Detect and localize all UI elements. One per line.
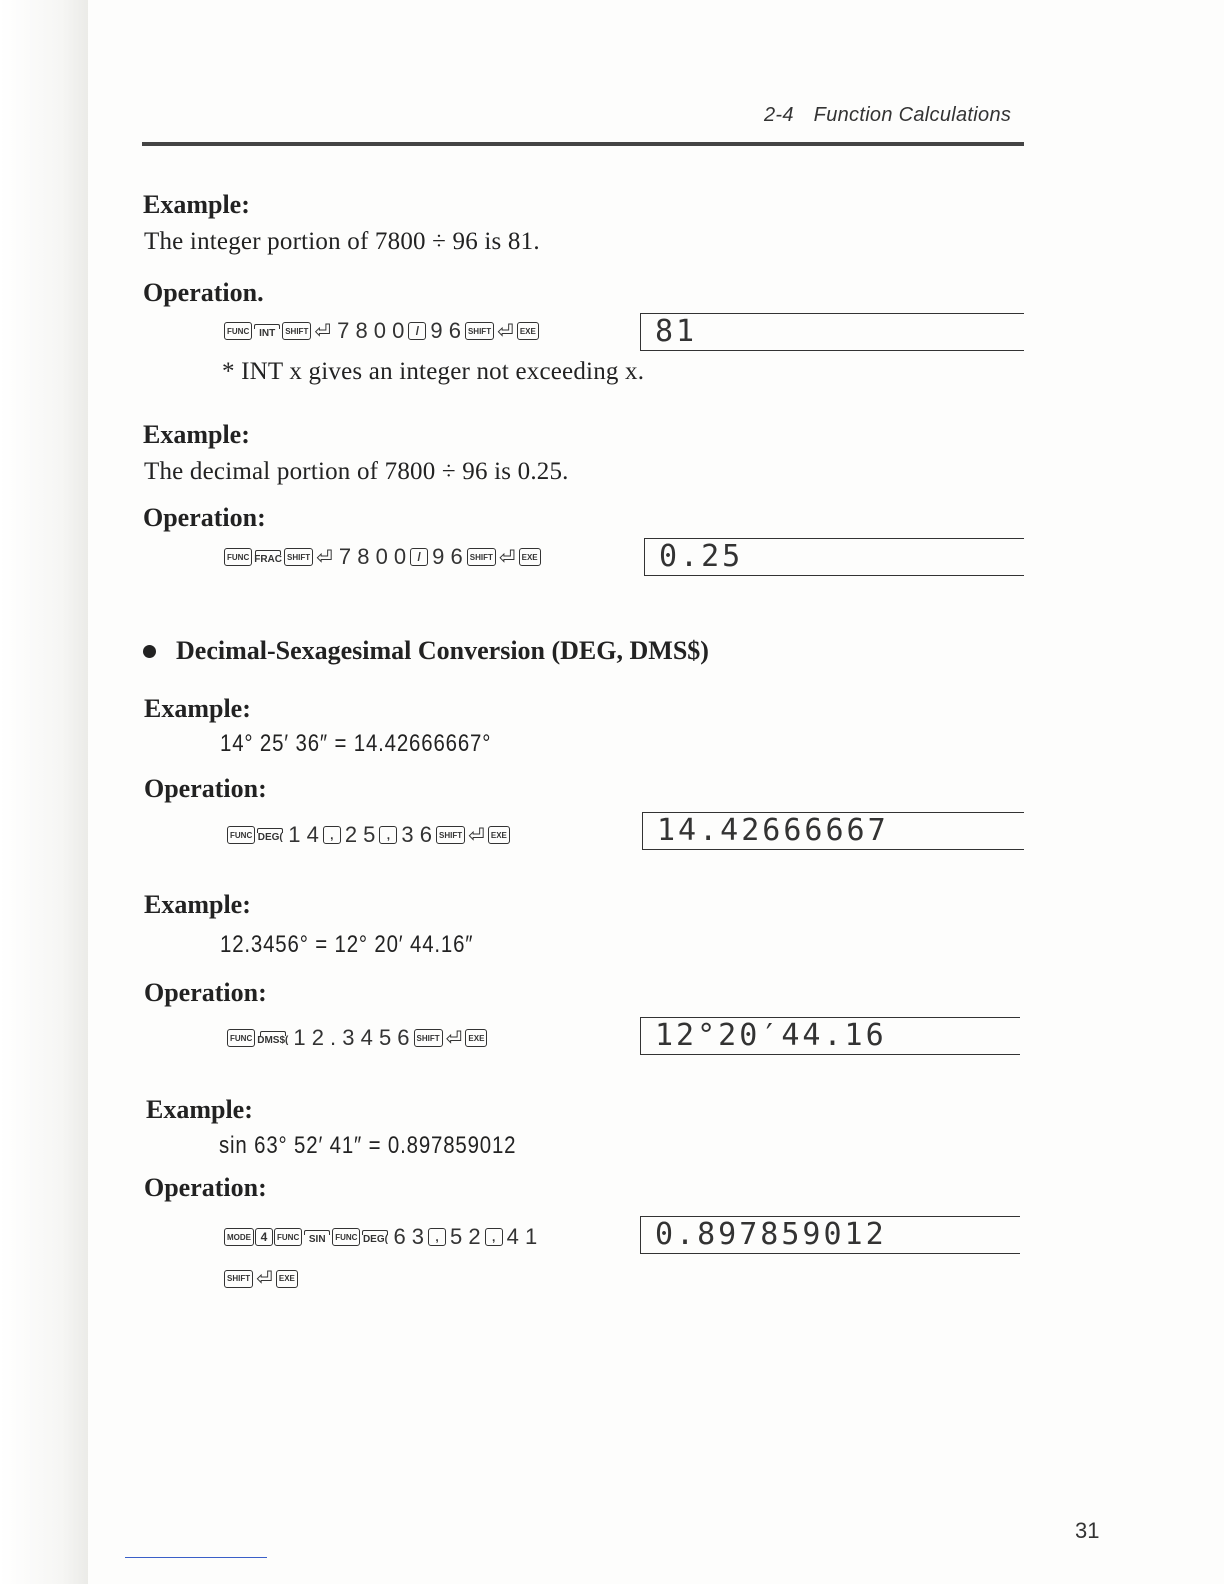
example-label: Example: [146,1095,253,1124]
shift-arrow-icon: ⏎ [316,546,333,569]
formula: 14° 25′ 36″ = 14.42666667° [220,730,492,757]
digits: 9 6 [430,318,461,343]
shift-key: SHIFT [465,322,494,340]
digits: 1 2 . 3 4 5 6 [293,1025,410,1050]
calculator-display [640,313,1024,351]
shift-key: SHIFT [224,1270,253,1288]
key-sequence [224,318,539,344]
digits: 2 5 [344,822,376,847]
func-key: FUNC [227,826,255,844]
calculator-display [640,1216,1020,1254]
display-value: 0.897859012 [655,1217,887,1252]
comma-key: , [428,1228,446,1246]
key-sequence [224,1266,298,1291]
section-heading [143,636,709,666]
shift-key: SHIFT [436,826,465,844]
dms-function-key: DMS$( [257,1031,288,1045]
section-title: Function Calculations [813,104,1012,126]
example-text: The decimal portion of 7800 ÷ 96 is 0.25. [144,458,569,485]
example-text: The integer portion of 7800 ÷ 96 is 81. [144,228,540,255]
shift-key: SHIFT [282,322,311,340]
calculator-display [644,538,1024,576]
key-sequence [224,544,541,570]
example-label: Example: [143,420,250,449]
formula: 12.3456° = 12° 20′ 44.16″ [220,931,474,958]
exe-key: EXE [517,322,539,340]
exe-key: EXE [276,1270,298,1288]
operation-label: Operation. [143,278,264,307]
mode-key: MODE [224,1228,254,1246]
comma-key: , [323,826,341,844]
shift-arrow-icon: ⏎ [314,320,332,343]
operation-label: Operation: [143,503,266,532]
operation-label: Operation: [144,1173,267,1202]
section-heading-text: Decimal-Sexagesimal Conversion (DEG, DMS$) [176,636,709,665]
func-key: FUNC [332,1228,360,1246]
shift-arrow-icon: ⏎ [497,320,514,343]
shift-key: SHIFT [414,1029,443,1047]
digits: 7 8 0 0 [337,318,405,343]
digits: 6 3 [393,1224,425,1249]
sin-function-key: SIN [304,1230,330,1244]
exe-key: EXE [465,1029,487,1047]
deg-function-key: DEG( [257,828,283,842]
display-value: 14.42666667 [657,813,889,848]
calculator-display [642,812,1024,850]
divide-key: / [410,548,428,566]
func-key: FUNC [224,548,252,566]
key-sequence [227,822,510,848]
func-key: FUNC [274,1228,302,1246]
footnote: * INT x gives an integer not exceeding x. [222,358,645,385]
int-function-key: INT [254,324,280,338]
digits: 4 1 [506,1224,538,1249]
exe-key: EXE [519,548,541,566]
deg-function-key: DEG( [362,1230,388,1244]
digits: 5 2 [450,1224,481,1249]
frac-function-key: FRAC [254,550,282,564]
shift-key: SHIFT [284,548,313,566]
page-number: 31 [1075,1518,1100,1543]
page-shadow [0,0,88,1584]
shift-arrow-icon: ⏎ [468,824,485,847]
shift-arrow-icon: ⏎ [256,1268,273,1290]
key-sequence [224,1224,540,1250]
example-label: Example: [144,694,251,723]
func-key: FUNC [227,1029,255,1047]
bottom-rule [125,1557,267,1558]
func-key: FUNC [224,322,252,340]
calculator-display [640,1017,1020,1055]
key-sequence [227,1025,487,1051]
header-rule [142,142,1024,146]
display-value: 12°20′44.16 [655,1018,887,1053]
formula: sin 63° 52′ 41″ = 0.897859012 [219,1132,517,1159]
digits: 9 6 [432,544,463,569]
shift-arrow-icon: ⏎ [498,546,516,569]
digits: 3 6 [401,822,432,847]
comma-key: , [485,1228,503,1246]
shift-arrow-icon: ⏎ [445,1027,463,1050]
exe-key: EXE [488,826,510,844]
digits: 1 4 [288,822,319,847]
example-label: Example: [144,890,251,919]
display-value: 0.25 [659,539,744,574]
example-label: Example: [143,190,250,219]
four-key: 4 [255,1228,273,1246]
bullet-icon [143,645,156,658]
section-number: 2-4 [764,104,794,126]
divide-key: / [408,322,426,340]
display-value: 81 [655,314,698,349]
comma-key: , [379,826,397,844]
page-header [764,104,1011,127]
shift-key: SHIFT [467,548,496,566]
operation-label: Operation: [144,774,267,803]
operation-label: Operation: [144,978,267,1007]
digits: 7 8 0 0 [338,544,407,569]
